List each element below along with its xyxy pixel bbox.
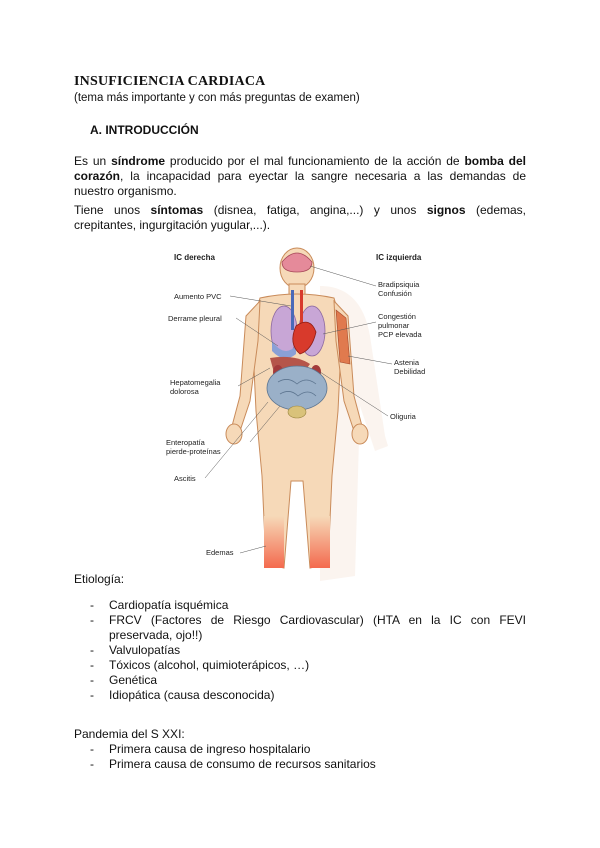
label-enteropatia bbox=[166, 438, 221, 456]
bold-term-sintomas: síntomas bbox=[150, 203, 204, 217]
label-line: pulmonar bbox=[378, 321, 410, 330]
dash-bullet: - bbox=[90, 613, 94, 627]
right-leg-edema bbox=[310, 516, 330, 568]
label-aumento-pvc: Aumento PVC bbox=[174, 292, 222, 301]
list-item bbox=[90, 688, 526, 703]
list-item-text: Idiopática (causa desconocida) bbox=[109, 688, 275, 702]
intro-paragraph-1 bbox=[74, 154, 526, 199]
label-line: dolorosa bbox=[170, 387, 199, 396]
label-ascitis: Ascitis bbox=[174, 474, 196, 483]
document-title: INSUFICIENCIA CARDIACA bbox=[74, 74, 266, 89]
label-line: pierde-proteínas bbox=[166, 447, 221, 456]
list-item-text: Cardiopatía isquémica bbox=[109, 598, 229, 612]
list-item-text: Valvulopatías bbox=[109, 643, 181, 657]
carotid-shape bbox=[300, 290, 303, 324]
label-astenia bbox=[394, 358, 425, 376]
list-item bbox=[90, 658, 526, 673]
label-line: PCP elevada bbox=[378, 330, 422, 339]
bold-term-bomba: bomba del corazón bbox=[74, 154, 526, 183]
bold-term-sindrome: síndrome bbox=[111, 154, 166, 168]
pandemia-list bbox=[90, 742, 526, 772]
list-item-text: Primera causa de consumo de recursos sanitarios bbox=[109, 757, 376, 771]
jugular-vein-shape bbox=[291, 290, 294, 330]
label-edemas: Edemas bbox=[206, 548, 234, 557]
bladder-shape bbox=[288, 406, 306, 418]
list-item bbox=[90, 643, 526, 658]
label-congestion-pulmonar bbox=[378, 312, 422, 339]
label-line: Bradipsiquia bbox=[378, 280, 420, 289]
label-line: Enteropatía bbox=[166, 438, 205, 447]
label-line: Congestión bbox=[378, 312, 416, 321]
label-oliguria: Oliguria bbox=[390, 412, 416, 421]
document-subtitle: (tema más importante y con más preguntas de examen) bbox=[74, 92, 360, 104]
label-line: Hepatomegalia bbox=[170, 378, 221, 387]
text-run: (edemas, crepitantes, ingurgitación yugular,...). bbox=[74, 203, 527, 232]
left-leg-edema bbox=[264, 516, 284, 568]
list-item-text: Genética bbox=[109, 673, 158, 687]
pandemia-heading: Pandemia del S XXI: bbox=[74, 727, 185, 741]
label-line: Debilidad bbox=[394, 367, 426, 376]
list-item bbox=[90, 757, 526, 772]
intestines-shape bbox=[267, 366, 327, 410]
label-bradipsiquia bbox=[378, 280, 419, 298]
section-heading: A. INTRODUCCIÓN bbox=[90, 123, 199, 137]
dash-bullet: - bbox=[90, 598, 94, 612]
etiologia-list bbox=[90, 598, 526, 703]
label-ic-izquierda: IC izquierda bbox=[376, 253, 422, 262]
label-derrame-pleural: Derrame pleural bbox=[168, 314, 222, 323]
list-item-text: Primera causa de ingreso hospitalario bbox=[109, 742, 311, 756]
dash-bullet: - bbox=[90, 688, 94, 702]
list-item bbox=[90, 673, 526, 688]
dash-bullet: - bbox=[90, 757, 94, 771]
text-run: (disnea, fatiga, angina,...) y unos bbox=[203, 203, 427, 217]
bold-term-signos: signos bbox=[426, 203, 466, 217]
list-item-text: FRCV (Factores de Riesgo Cardiovascular) (HTA en la IC con FEVI preservada, ojo!!) bbox=[109, 613, 526, 642]
label-ic-derecha: IC derecha bbox=[174, 253, 215, 262]
text-run: Es un bbox=[74, 154, 112, 168]
list-item bbox=[90, 613, 526, 643]
dash-bullet: - bbox=[90, 673, 94, 687]
dash-bullet: - bbox=[90, 658, 94, 672]
label-line: Astenia bbox=[394, 358, 420, 367]
intro-paragraph-2 bbox=[74, 203, 526, 233]
label-hepatomegalia bbox=[170, 378, 220, 396]
list-item bbox=[90, 598, 526, 613]
heart-failure-figure bbox=[160, 246, 440, 586]
list-item-text: Tóxicos (alcohol, quimioterápicos, …) bbox=[109, 658, 310, 672]
text-run: Tiene unos bbox=[74, 203, 151, 217]
dash-bullet: - bbox=[90, 742, 94, 756]
etiologia-heading: Etiología: bbox=[74, 572, 125, 586]
list-item bbox=[90, 742, 526, 757]
dash-bullet: - bbox=[90, 643, 94, 657]
text-run: , la incapacidad para eyectar la sangre necesaria a las demandas de nuestro organismo. bbox=[74, 169, 526, 198]
label-line: Confusión bbox=[378, 289, 412, 298]
text-run: producido por el mal funcionamiento de la acción de bbox=[165, 154, 465, 168]
